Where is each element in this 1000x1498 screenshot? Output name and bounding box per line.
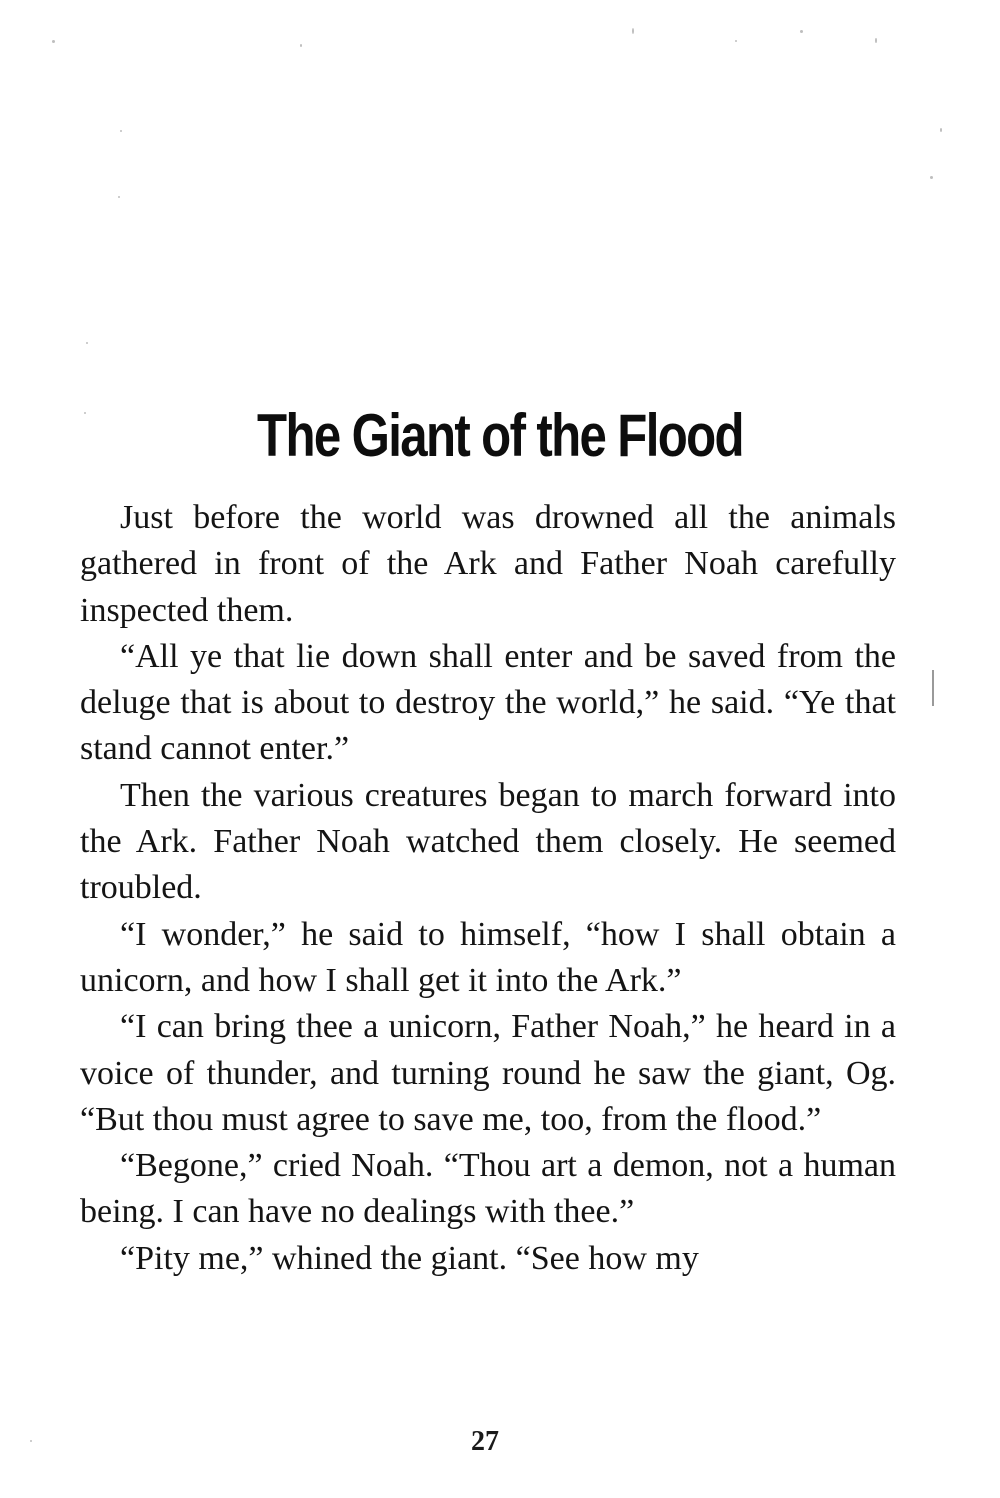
page-number: 27 <box>471 1426 499 1457</box>
paragraph: “I wonder,” he said to himself, “how I shall obtain a unicorn, and how I shall get it into the Ark.” <box>80 915 896 999</box>
body-text <box>80 495 896 1282</box>
paragraph: Then the various creatures began to march forward into the Ark. Father Noah watched them closely. He seemed troubled. <box>80 776 896 907</box>
chapter-title: The Giant of the Flood <box>257 402 743 469</box>
paragraph: “I can bring thee a unicorn, Father Noah,” he heard in a voice of thunder, and turning round he saw the giant, Og. “But thou must agree to save me, too, from the flood.” <box>80 1008 896 1138</box>
paragraph: “Begone,” cried Noah. “Thou art a demon, not a human being. I can have no dealings with thee.” <box>80 1147 896 1231</box>
paragraph: “All ye that lie down shall enter and be saved from the deluge that is about to destroy the world,” he said. “Ye that stand cannot enter.” <box>80 637 896 768</box>
paragraph: Just before the world was drowned all the animals gathered in front of the Ark and Father Noah carefully inspected them. <box>80 499 896 629</box>
paragraph: “Pity me,” whined the giant. “See how my <box>120 1239 699 1277</box>
margin-mark <box>932 670 934 706</box>
